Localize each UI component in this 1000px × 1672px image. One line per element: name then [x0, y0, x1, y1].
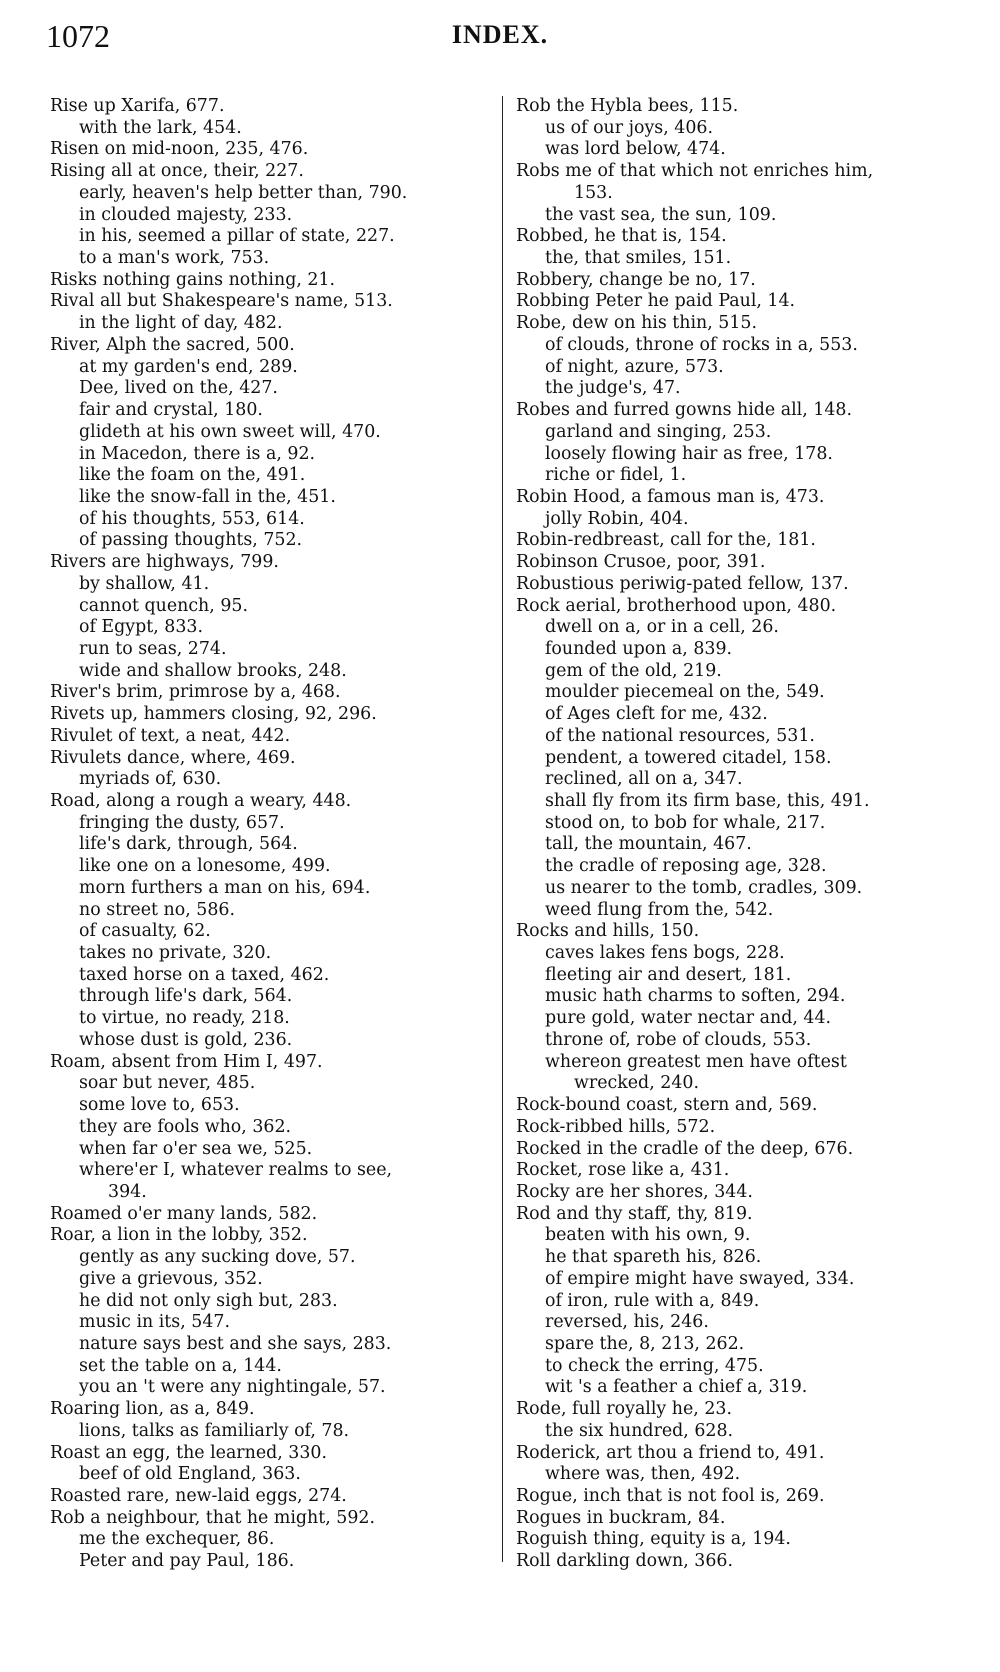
- index-subentry: to virtue, no ready, 218.: [79, 1008, 290, 1029]
- index-subentry: shall fly from its firm base, this, 491.: [545, 791, 870, 811]
- index-entry: Risks nothing gains nothing, 21.: [50, 269, 336, 290]
- index-subentry: of iron, rule with a, 849.: [545, 1290, 760, 1311]
- index-subentry: the cradle of reposing age, 328.: [545, 856, 827, 877]
- index-entry: Roguish thing, equity is a, 194.: [516, 1529, 791, 1550]
- index-entry: Roll darkling down, 366.: [516, 1551, 734, 1572]
- index-subentry: like one on a lonesome, 499.: [79, 856, 331, 877]
- index-subentry: music hath charms to soften, 294.: [545, 986, 846, 1007]
- index-subentry: the six hundred, 628.: [545, 1420, 734, 1441]
- index-entry: Robin Hood, a famous man is, 473.: [516, 486, 825, 507]
- index-subentry: fringing the dusty, 657.: [79, 812, 285, 833]
- index-subentry: in his, seemed a pillar of state, 227.: [79, 226, 395, 247]
- index-subentry: run to seas, 274.: [79, 638, 227, 659]
- index-subentry: you an 't were any nightingale, 57.: [79, 1377, 386, 1398]
- index-subentry: riche or fidel, 1.: [545, 465, 687, 486]
- index-subentry: whose dust is gold, 236.: [79, 1029, 293, 1050]
- index-subentry: morn furthers a man on his, 694.: [79, 877, 371, 898]
- index-entry: Rock aerial, brotherhood upon, 480.: [516, 595, 837, 616]
- index-subentry: cannot quench, 95.: [79, 595, 248, 616]
- index-subentry: the, that smiles, 151.: [545, 248, 732, 269]
- index-subentry: stood on, to bob for whale, 217.: [545, 812, 826, 833]
- index-entry: Robbed, he that is, 154.: [516, 226, 727, 247]
- index-subentry: through life's dark, 564.: [79, 986, 293, 1007]
- index-entry: Roaring lion, as a, 849.: [50, 1399, 255, 1420]
- index-entry: Rocks and hills, 150.: [516, 921, 700, 942]
- index-entry: Rivulets dance, where, 469.: [50, 747, 296, 768]
- index-subentry: early, heaven's help better than, 790.: [79, 182, 408, 203]
- index-subentry: wide and shallow brooks, 248.: [79, 660, 347, 681]
- index-entry: Roar, a lion in the lobby, 352.: [50, 1225, 308, 1246]
- index-subentry: Dee, lived on the, 427.: [79, 378, 278, 399]
- index-subentry: no street no, 586.: [79, 899, 235, 920]
- index-subentry: of his thoughts, 553, 614.: [79, 508, 305, 529]
- index-subentry: fleeting air and desert, 181.: [545, 964, 792, 985]
- index-column-left: [50, 96, 470, 1573]
- index-subentry: pure gold, water nectar and, 44.: [545, 1008, 832, 1029]
- index-subentry: of casualty, 62.: [79, 921, 211, 942]
- index-subentry: weed flung from the, 542.: [545, 899, 774, 920]
- index-subentry: lions, talks as familiarly of, 78.: [79, 1420, 350, 1441]
- index-subentry: in clouded majesty, 233.: [79, 204, 293, 225]
- index-subentry: whereon greatest men have oftest: [545, 1051, 847, 1072]
- index-subentry: music in its, 547.: [79, 1312, 230, 1333]
- index-subentry: of clouds, throne of rocks in a, 553.: [545, 334, 858, 355]
- index-subentry: reclined, all on a, 347.: [545, 769, 743, 790]
- page-title: INDEX.: [451, 20, 549, 49]
- index-entry: Robe, dew on his thin, 515.: [516, 313, 758, 334]
- index-subentry: of the national resources, 531.: [545, 725, 815, 746]
- index-entry: Robes and furred gowns hide all, 148.: [516, 400, 853, 421]
- index-subentry: us nearer to the tomb, cradles, 309.: [545, 877, 863, 898]
- index-subentry: takes no private, 320.: [79, 943, 272, 964]
- index-subentry: where was, then, 492.: [545, 1464, 741, 1485]
- index-subentry: founded upon a, 839.: [545, 638, 733, 659]
- page-number: 1072: [46, 18, 110, 54]
- index-entry: Road, along a rough a weary, 448.: [50, 791, 352, 811]
- index-subentry: pendent, a towered citadel, 158.: [545, 747, 832, 768]
- index-subentry: life's dark, through, 564.: [79, 834, 298, 855]
- index-entry: Rode, full royally he, 23.: [516, 1399, 732, 1420]
- index-subentry: beaten with his own, 9.: [545, 1225, 751, 1246]
- index-subentry: where'er I, whatever realms to see,: [79, 1160, 393, 1181]
- index-subentry: us of our joys, 406.: [545, 117, 713, 138]
- index-subentry: in Macedon, there is a, 92.: [79, 443, 316, 464]
- index-entry: Risen on mid-noon, 235, 476.: [50, 139, 309, 160]
- index-entry: Robbing Peter he paid Paul, 14.: [516, 291, 796, 312]
- index-subentry: he that spareth his, 826.: [545, 1247, 762, 1268]
- column-divider: [502, 96, 503, 1562]
- index-subentry: the judge's, 47.: [545, 378, 681, 399]
- index-subentry: garland and singing, 253.: [545, 421, 772, 442]
- index-entry: Rivers are highways, 799.: [50, 552, 279, 573]
- index-subentry: wrecked, 240.: [574, 1073, 699, 1094]
- index-entry: Robs me of that which not enriches him,: [516, 161, 874, 182]
- index-subentry: with the lark, 454.: [79, 117, 242, 138]
- index-subentry: jolly Robin, 404.: [545, 508, 689, 529]
- index-entry: Rivets up, hammers closing, 92, 296.: [50, 704, 377, 725]
- index-subentry: throne of, robe of clouds, 553.: [545, 1029, 812, 1050]
- index-entry: Rising all at once, their, 227.: [50, 161, 304, 182]
- index-entry: Robustious periwig-pated fellow, 137.: [516, 573, 849, 594]
- index-subentry: taxed horse on a taxed, 462.: [79, 964, 330, 985]
- index-subentry: wit 's a feather a chief a, 319.: [545, 1377, 808, 1398]
- index-subentry: when far o'er sea we, 525.: [79, 1138, 313, 1159]
- index-subentry: of empire might have swayed, 334.: [545, 1268, 855, 1289]
- index-subentry: was lord below, 474.: [545, 139, 726, 160]
- index-entry: Robin-redbreast, call for the, 181.: [516, 530, 816, 551]
- index-entry: Robinson Crusoe, poor, 391.: [516, 552, 766, 573]
- index-entry: Rise up Xarifa, 677.: [50, 96, 225, 116]
- index-subentry: gem of the old, 219.: [545, 660, 722, 681]
- index-entry: Rocky are her shores, 344.: [516, 1181, 753, 1202]
- index-subentry: in the light of day, 482.: [79, 313, 283, 334]
- index-entry: Rogues in buckram, 84.: [516, 1507, 726, 1528]
- index-subentry: of night, azure, 573.: [545, 356, 724, 377]
- index-entry: Roast an egg, the learned, 330.: [50, 1442, 328, 1463]
- index-subentry: soar but never, 485.: [79, 1073, 256, 1094]
- index-entry: Rob the Hybla bees, 115.: [516, 96, 739, 116]
- index-subentry: some love to, 653.: [79, 1095, 240, 1116]
- index-subentry: by shallow, 41.: [79, 573, 210, 594]
- index-entry: Rocked in the cradle of the deep, 676.: [516, 1138, 854, 1159]
- index-entry: River's brim, primrose by a, 468.: [50, 682, 341, 703]
- index-entry: Roderick, art thou a friend to, 491.: [516, 1442, 825, 1463]
- index-column-right: [516, 96, 936, 1573]
- index-entry: Rogue, inch that is not fool is, 269.: [516, 1486, 825, 1506]
- index-subentry: like the snow-fall in the, 451.: [79, 486, 336, 507]
- index-subentry: of passing thoughts, 752.: [79, 530, 303, 551]
- index-subentry: nature says best and she says, 283.: [79, 1333, 392, 1354]
- index-entry: Robbery, change be no, 17.: [516, 269, 756, 290]
- index-subentry: reversed, his, 246.: [545, 1312, 709, 1333]
- index-subentry: at my garden's end, 289.: [79, 356, 298, 377]
- index-entry: Roasted rare, new-laid eggs, 274.: [50, 1486, 347, 1506]
- index-subentry: beef of old England, 363.: [79, 1464, 301, 1485]
- index-entry: Roam, absent from Him I, 497.: [50, 1051, 323, 1072]
- index-subentry: spare the, 8, 213, 262.: [545, 1333, 745, 1354]
- index-subentry: caves lakes fens bogs, 228.: [545, 943, 785, 964]
- index-subentry: myriads of, 630.: [79, 769, 222, 790]
- index-subentry: of Egypt, 833.: [79, 617, 203, 638]
- index-entry: Rock-bound coast, stern and, 569.: [516, 1095, 818, 1116]
- index-subentry: the vast sea, the sun, 109.: [545, 204, 777, 225]
- index-subentry: of Ages cleft for me, 432.: [545, 704, 768, 725]
- index-subentry: loosely flowing hair as free, 178.: [545, 443, 833, 464]
- index-subentry: he did not only sigh but, 283.: [79, 1290, 338, 1311]
- index-subentry: moulder piecemeal on the, 549.: [545, 682, 825, 703]
- index-entry: Rival all but Shakespeare's name, 513.: [50, 291, 393, 312]
- index-entry: River, Alph the sacred, 500.: [50, 334, 295, 355]
- index-subentry: glideth at his own sweet will, 470.: [79, 421, 381, 442]
- index-subentry: gently as any sucking dove, 57.: [79, 1247, 356, 1268]
- index-subentry: they are fools who, 362.: [79, 1116, 292, 1137]
- index-subentry: Peter and pay Paul, 186.: [79, 1551, 295, 1572]
- index-subentry: like the foam on the, 491.: [79, 465, 306, 486]
- index-entry: Rocket, rose like a, 431.: [516, 1160, 730, 1181]
- index-subentry: me the exchequer, 86.: [79, 1529, 275, 1550]
- index-entry: Rock-ribbed hills, 572.: [516, 1116, 716, 1137]
- index-subentry: 394.: [108, 1181, 147, 1202]
- index-subentry: tall, the mountain, 467.: [545, 834, 752, 855]
- index-subentry: to check the erring, 475.: [545, 1355, 764, 1376]
- index-entry: Rivulet of text, a neat, 442.: [50, 725, 291, 746]
- index-entry: Roamed o'er many lands, 582.: [50, 1203, 318, 1224]
- index-subentry: 153.: [574, 182, 613, 203]
- index-subentry: fair and crystal, 180.: [79, 400, 263, 421]
- index-entry: Rod and thy staff, thy, 819.: [516, 1203, 753, 1224]
- index-subentry: to a man's work, 753.: [79, 248, 270, 269]
- index-subentry: set the table on a, 144.: [79, 1355, 282, 1376]
- index-entry: Rob a neighbour, that he might, 592.: [50, 1507, 376, 1528]
- index-subentry: dwell on a, or in a cell, 26.: [545, 617, 779, 638]
- index-subentry: give a grievous, 352.: [79, 1268, 263, 1289]
